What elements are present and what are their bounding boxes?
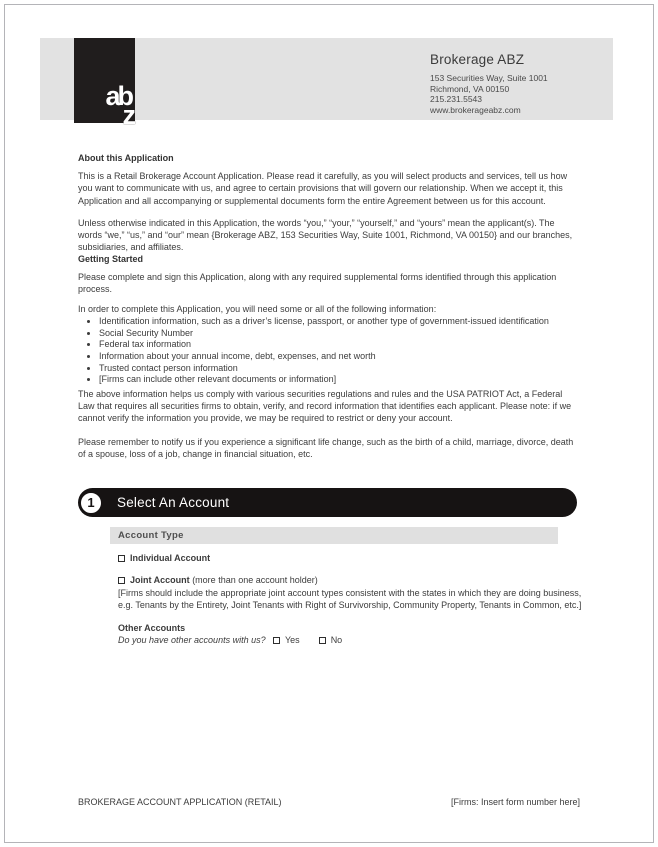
page-footer (78, 797, 580, 807)
no-option (319, 635, 343, 645)
requirement-item: • Trusted contact person information (99, 363, 580, 375)
individual-account-label: Individual Account (130, 553, 211, 563)
company-logo (74, 38, 136, 130)
address-line: Richmond, VA 00150 (430, 83, 510, 94)
yes-label: Yes (285, 635, 300, 645)
footer-document-title: BROKERAGE ACCOUNT APPLICATION (RETAIL) (78, 797, 282, 807)
company-info (430, 52, 610, 115)
about-section (78, 152, 580, 253)
logo-text-ab: ab (105, 81, 131, 111)
individual-account-option (118, 553, 210, 563)
requirement-item: • Information about your annual income, debt, expenses, and net worth (99, 351, 580, 363)
about-paragraph-2: Unless otherwise indicated in this Application, the words “you,” “your,” “yourself,” and “yours” mean the applicant(s). The words “we,” “us,” and “our” mean {Brokerage ABZ, 153 Securities Way, Suite 1001, Richmond, VA 00150} and our branches, subsidiaries, and affiliates. (78, 217, 573, 253)
yes-checkbox[interactable] (273, 637, 280, 644)
no-label: No (330, 635, 343, 645)
getting-started-paragraph: Please complete and sign this Application, along with any required supplemental forms identified through this application process. (78, 272, 557, 295)
requirements-list (78, 316, 580, 386)
other-accounts-heading: Other Accounts (118, 623, 186, 633)
joint-account-option (118, 575, 318, 585)
about-paragraph-1: This is a Retail Brokerage Account Application. Please read it carefully, as you will select products and services, tell us how you want to communicate with us, and agree to certain provisions that will govern our relationship. When we accept it, this Application and all accompanying or supplemental documents form the entire Agreement between us for this account. (78, 171, 568, 206)
account-type-header: Account Type (110, 527, 558, 544)
no-checkbox[interactable] (319, 637, 326, 644)
firms-joint-types-note: [Firms should include the appropriate joint account types consistent with the states in which they are doing business, e.g. Tenants by the Entirety, Joint Tenants with Right of Survivorship, Community Property, Tenants in Common, etc.] (118, 588, 582, 610)
getting-started-section (78, 253, 580, 386)
other-accounts-question: Do you have other accounts with us? (118, 635, 266, 645)
getting-started-heading: Getting Started (78, 254, 144, 264)
website-url: www.brokerageabz.com (430, 104, 521, 115)
other-accounts-question-row (118, 635, 342, 645)
life-change-paragraph: Please remember to notify us if you experience a significant life change, such as the birth of a child, marriage, divorce, death of a spouse, loss of a job, change in financial situation, etc. (78, 436, 574, 459)
requirement-item: • Identification information, such as a driver’s license, passport, or another type of government-issued identification (99, 316, 580, 328)
company-address (430, 73, 610, 115)
about-heading: About this Application (78, 153, 174, 163)
requirement-item: • Social Security Number (99, 328, 580, 340)
joint-account-label: Joint Account (130, 575, 190, 585)
individual-account-checkbox[interactable] (118, 555, 125, 562)
footer-form-number-placeholder: [Firms: Insert form number here] (450, 797, 580, 807)
joint-account-checkbox[interactable] (118, 577, 125, 584)
compliance-section (78, 388, 580, 460)
phone-number: 215.231.5543 (430, 94, 482, 104)
section-title: Select An Account (117, 495, 230, 510)
yes-option (273, 635, 300, 645)
requirement-item: • [Firms can include other relevant documents or information] (99, 374, 580, 386)
requirements-intro: In order to complete this Application, you will need some or all of the following information: (78, 303, 437, 314)
letterhead (40, 38, 613, 130)
section-1-banner (78, 488, 577, 517)
address-line: 153 Securities Way, Suite 1001 (430, 73, 548, 83)
requirement-item: • Federal tax information (99, 339, 580, 351)
section-number-badge: 1 (80, 492, 102, 514)
patriot-act-paragraph: The above information helps us comply with various securities regulations and rules and the USA PATRIOT Act, a Federal Law that requires all securities firms to obtain, verify, and record information that identifies each applicant. Please note: if we cannot verify the information you provide, we may be required to restrict or deny your account. (78, 389, 572, 424)
logo-text-z: z (122, 100, 136, 130)
company-name: Brokerage ABZ (430, 52, 525, 67)
joint-account-note: (more than one account holder) (192, 575, 318, 585)
